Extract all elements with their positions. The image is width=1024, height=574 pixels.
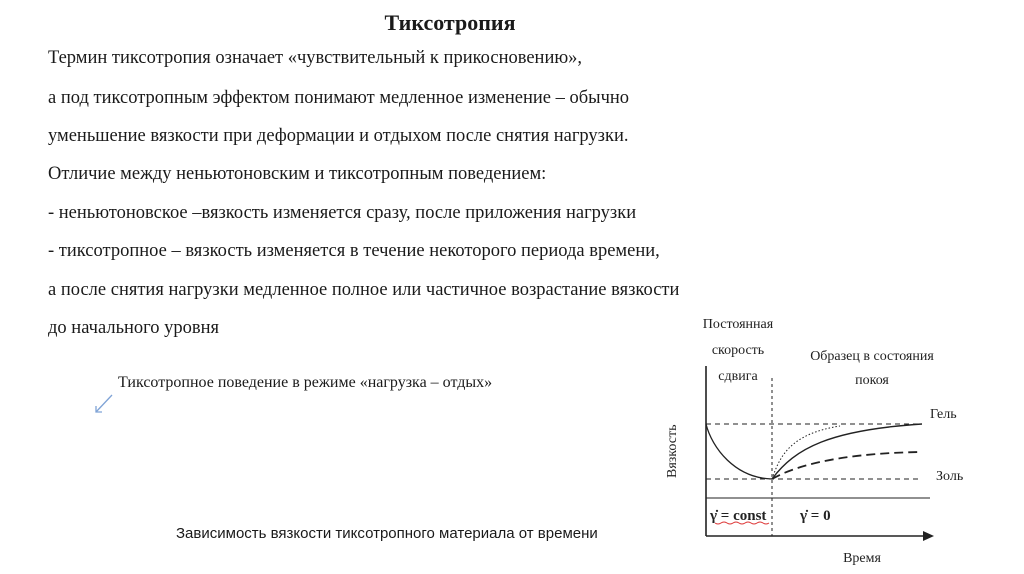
left-header-line-2: скорость bbox=[711, 343, 765, 358]
sol-label: Золь bbox=[936, 469, 964, 484]
bullet-thixotropic: - тиксотропное – вязкость изменяется в течение некоторого периода времени, bbox=[48, 241, 660, 261]
fast-recovery-curve bbox=[772, 426, 840, 479]
y-axis-label: Вязкость bbox=[665, 424, 680, 478]
gel-recovery-curve bbox=[772, 424, 922, 479]
left-header-line-1: Постоянная bbox=[702, 317, 774, 332]
text-line-1: Термин тиксотропия означает «чувствительный к прикосновению», bbox=[48, 48, 583, 68]
text-line-8: до начального уровня bbox=[48, 318, 220, 338]
zero-shear-label: γ̇ = 0 bbox=[800, 508, 831, 524]
text-line-2: а под тиксотропным эффектом понимают медленное изменение – обычно bbox=[48, 88, 630, 108]
arrow-icon bbox=[92, 392, 118, 418]
constant-shear-label: γ̇ = const bbox=[710, 508, 767, 524]
text-line-3: уменьшение вязкости при деформации и отдыхом после снятия нагрузки. bbox=[48, 126, 629, 146]
left-header-line-3: сдвига bbox=[718, 369, 758, 384]
text-line-7: а после снятия нагрузки медленное полное или частичное возрастание вязкости bbox=[48, 280, 680, 300]
figure-subheading: Тиксотропное поведение в режиме «нагрузка – отдых» bbox=[118, 374, 493, 391]
thixotropy-diagram bbox=[640, 308, 985, 570]
x-axis-label: Время bbox=[843, 551, 881, 566]
gel-label: Гель bbox=[930, 407, 957, 422]
bullet-newtonian: - неньютоновское –вязкость изменяется сразу, после приложения нагрузки bbox=[48, 203, 637, 223]
right-header-line-2: покоя bbox=[855, 373, 889, 388]
figure-caption: Зависимость вязкости тиксотропного материала от времени bbox=[176, 525, 598, 542]
x-axis-arrowhead bbox=[923, 531, 934, 541]
text-line-4: Отличие между неньютоновским и тиксотропным поведением: bbox=[48, 164, 547, 184]
shear-decay-curve bbox=[706, 424, 772, 479]
right-header-line-1: Образец в состояния bbox=[810, 349, 934, 364]
slide-title: Тиксотропия bbox=[384, 10, 516, 35]
